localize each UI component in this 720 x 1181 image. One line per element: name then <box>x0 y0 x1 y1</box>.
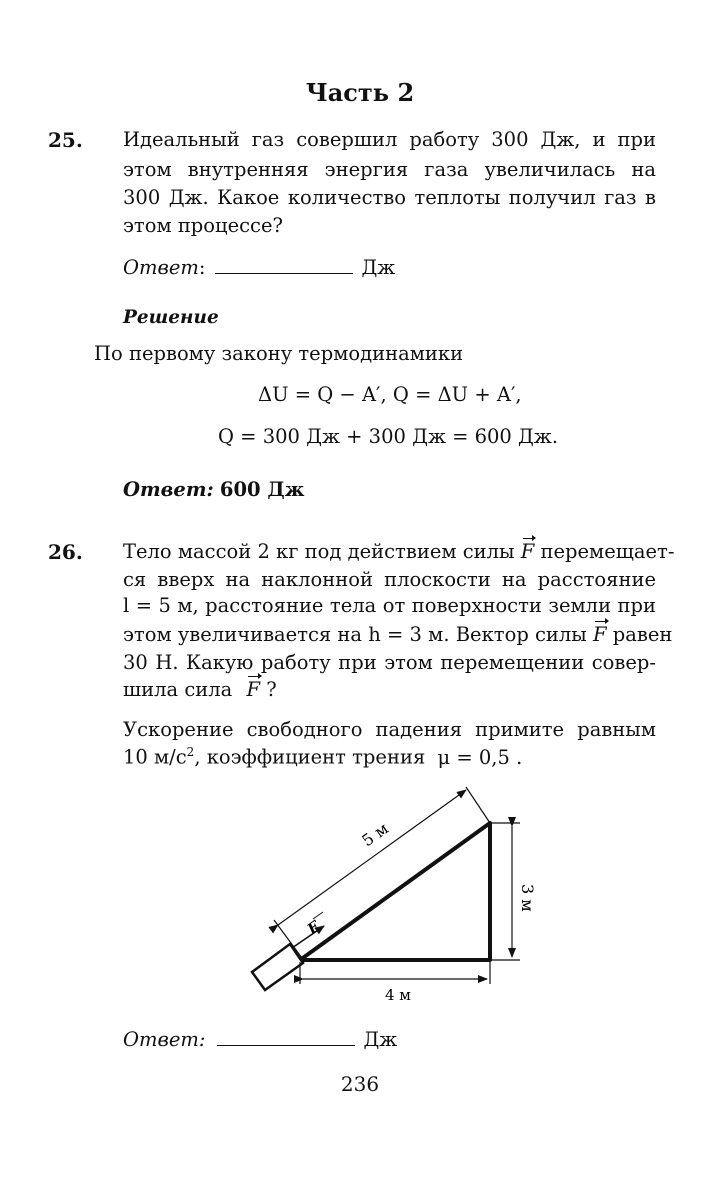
problem-25-line-4: этом процессе? <box>123 214 283 237</box>
problem-25-line-2: этом внутренняя энергия газа увеличилась на <box>123 158 656 181</box>
line-4-text-c: равен <box>612 623 673 646</box>
base-label: 4 м <box>385 986 411 1004</box>
final-answer <box>123 478 304 501</box>
friction-value: μ = 0,5 . <box>437 745 523 769</box>
problem-26-number: 26. <box>48 540 83 564</box>
inclined-plane-diagram <box>230 770 540 1010</box>
problem-26-line-4 <box>123 623 673 646</box>
problem-25-line-1: Идеальный газ совершил работу 300 Дж, и при <box>123 128 656 151</box>
problem-26-line-3: l = 5 м, расстояние тела от поверхности земли при <box>123 594 656 617</box>
line-1-text-b: перемещает- <box>540 540 675 563</box>
answer-blank[interactable] <box>217 1044 355 1046</box>
line-1-text-a: Тело массой 2 кг под действием силы <box>123 540 515 563</box>
block <box>252 944 303 990</box>
force-label-overbar <box>313 912 323 919</box>
line-6-text-b: ? <box>266 678 277 701</box>
answer-blank[interactable] <box>215 272 353 274</box>
force-label: F <box>303 917 323 939</box>
answer-label: Ответ: <box>123 1028 206 1051</box>
problem-25-line-3: 300 Дж. Какое количество теплоты получил газ в <box>123 186 656 209</box>
solution-heading: Решение <box>123 307 219 328</box>
answer-unit: Дж <box>363 1028 398 1051</box>
problem-25-answer-row <box>123 256 395 279</box>
force-symbol: F <box>246 678 261 701</box>
problem-26-line-1 <box>123 540 675 563</box>
problem-26-line-5: 30 Н. Какую работу при этом перемещении совер- <box>123 651 656 674</box>
solution-intro: По первому закону термодинамики <box>94 342 464 365</box>
answer-unit: Дж <box>361 256 396 279</box>
condition-line-1: Ускорение свободного падения примите равным <box>123 718 656 741</box>
answer-colon: : <box>198 256 206 279</box>
hypotenuse-dimension <box>278 790 466 925</box>
formula-2: Q = 300 Дж + 300 Дж = 600 Дж. <box>218 425 559 448</box>
accel-value: 10 м/с <box>123 745 187 769</box>
hypotenuse-label: 5 м <box>358 818 392 851</box>
line-6-text-a: шила сила <box>123 678 233 701</box>
height-label: 3 м <box>518 884 537 912</box>
page-number: 236 <box>340 1072 380 1096</box>
final-answer-label: Ответ: <box>123 478 214 501</box>
incline-triangle <box>300 823 490 960</box>
page-title: Часть 2 <box>305 78 415 107</box>
force-symbol: F <box>593 623 607 646</box>
hyp-extension-top <box>466 787 490 823</box>
answer-label: Ответ <box>123 256 199 279</box>
problem-25-number: 25. <box>48 128 83 152</box>
problem-26-line-6 <box>123 678 277 701</box>
line-4-text-b: h = 3 м. Вектор силы <box>368 623 587 646</box>
friction-text: , коэффициент трения <box>194 745 426 769</box>
line-4-text-a: этом увеличивается на <box>123 623 363 646</box>
final-answer-value: 600 Дж <box>219 478 305 501</box>
condition-line-2 <box>123 745 522 769</box>
accel-exponent: 2 <box>186 745 195 759</box>
formula-1: ΔU = Q − A′, Q = ΔU + A′, <box>258 383 522 406</box>
problem-26-answer-row <box>123 1028 397 1051</box>
problem-26-line-2: ся вверх на наклонной плоскости на расстояние <box>123 568 656 591</box>
force-symbol: F <box>520 540 535 563</box>
